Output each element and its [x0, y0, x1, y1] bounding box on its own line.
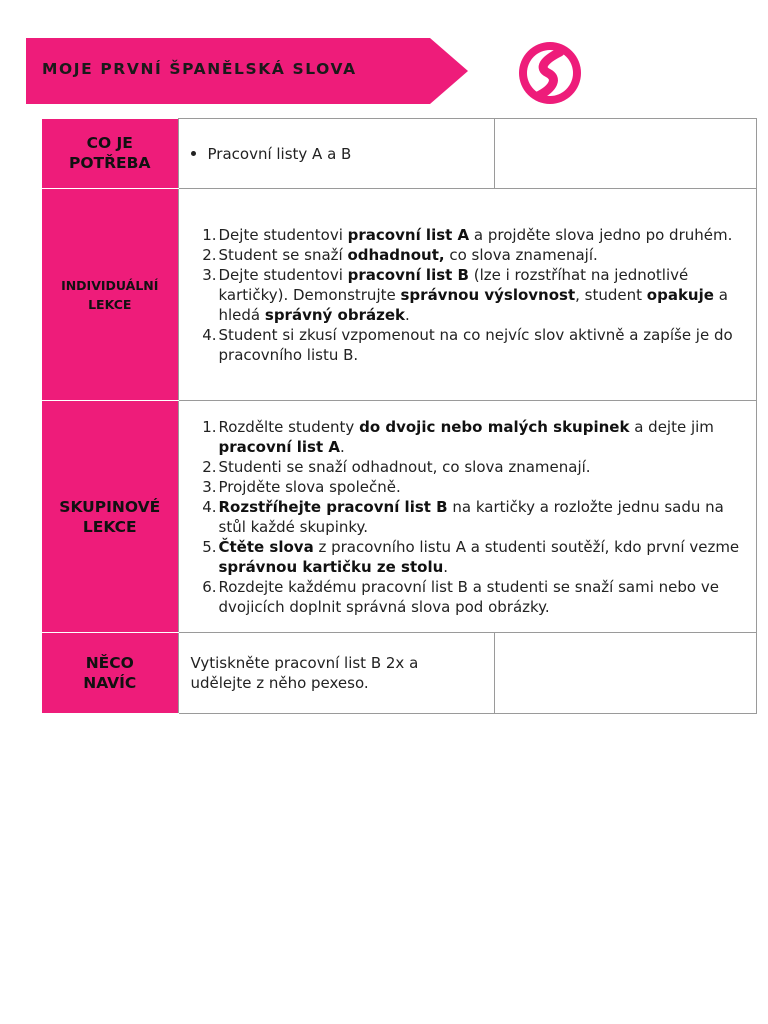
emphasis-text: správný obrázek	[264, 305, 405, 324]
empty-cell	[494, 119, 756, 189]
step-number: 1.	[202, 417, 217, 436]
step-text-part: Dejte studentovi	[218, 225, 348, 244]
emphasis-text: pracovní list A	[347, 225, 470, 244]
step-number: 5.	[202, 537, 217, 556]
emphasis-text: opakuje	[646, 285, 714, 304]
step-item	[179, 477, 748, 497]
table-row	[42, 119, 756, 189]
row-label-requirements	[42, 119, 178, 189]
step-text-part: .	[340, 437, 345, 456]
label-line: CO JE	[86, 134, 133, 153]
step-number: 6.	[202, 577, 217, 596]
emphasis-text: do dvojic nebo malých skupinek	[359, 417, 630, 436]
step-text	[219, 577, 748, 617]
emphasis-text: odhadnout,	[347, 245, 445, 264]
step-text	[219, 457, 748, 477]
bullet-icon	[191, 151, 196, 156]
row-label-individual	[42, 189, 178, 401]
step-text-part: a hledá	[218, 285, 728, 324]
step-text	[219, 477, 748, 497]
group-steps-cell	[178, 401, 756, 633]
step-text	[219, 325, 748, 365]
step-item	[179, 225, 748, 245]
label-line: NĚCO	[85, 654, 134, 672]
step-text-part: Rozdělte studenty	[218, 417, 360, 436]
step-number: 4.	[202, 497, 217, 516]
step-text-part: na kartičky a rozložte jednu sadu na stůl každé skupinky.	[218, 497, 724, 536]
step-text-part: .	[404, 305, 410, 324]
step-text	[219, 497, 748, 537]
label-line: LEKCE	[88, 296, 132, 312]
step-item	[179, 417, 748, 457]
label-line: POTŘEBA	[69, 154, 151, 173]
table-row	[42, 189, 756, 401]
list-item	[179, 144, 494, 164]
emphasis-text: Rozstříhejte pracovní list B	[218, 497, 448, 516]
extra-text: Vytiskněte pracovní list B 2x a udělejte z něho pexeso.	[190, 654, 419, 692]
group-steps-list	[179, 417, 756, 617]
step-text-part: .	[443, 557, 449, 576]
emphasis-text: správnou kartičku ze stolu	[218, 557, 444, 576]
extra-cell	[178, 633, 494, 714]
step-item	[179, 457, 748, 477]
step-text-part: z pracovního listu A a studenti soutěží, kdo první vezme	[313, 537, 740, 556]
step-text-part: Student si zkusí vzpomenout na co nejvíc slov aktivně a zapíše je do pracovního listu B.	[218, 325, 733, 364]
page-title: MOJE PRVNÍ ŠPANĚLSKÁ SLOVA	[42, 60, 357, 78]
requirements-cell	[178, 119, 494, 189]
step-text	[219, 537, 748, 577]
requirements-text: Pracovní listy A a B	[207, 144, 352, 163]
emphasis-text: správnou výslovnost	[400, 285, 576, 304]
emphasis-text: pracovní list A	[218, 437, 340, 456]
table-row	[42, 633, 756, 714]
row-label-extra	[42, 633, 178, 714]
step-item	[179, 537, 748, 577]
lesson-plan-table	[42, 118, 757, 714]
step-text	[219, 265, 748, 325]
step-text-part: , student	[575, 285, 647, 304]
table-row	[42, 401, 756, 633]
individual-steps-cell	[178, 189, 756, 401]
step-number: 1.	[202, 225, 217, 244]
step-text-part: Projděte slova společně.	[218, 477, 401, 496]
step-item	[179, 577, 748, 617]
step-number: 3.	[202, 265, 217, 284]
step-item	[179, 497, 748, 537]
step-item	[179, 245, 748, 265]
step-text-part: Rozdejte každému pracovní list B a studenti se snaží sami nebo ve dvojicích doplnit správná slova pod obrázky.	[218, 577, 719, 616]
row-label-group	[42, 401, 178, 633]
step-text	[219, 417, 748, 457]
emphasis-text: Čtěte slova	[218, 537, 314, 556]
step-item	[179, 325, 748, 365]
logo-icon	[514, 40, 586, 106]
step-text-part: co slova znamenají.	[444, 245, 598, 264]
step-text	[219, 245, 748, 265]
empty-cell	[494, 633, 756, 714]
step-item	[179, 265, 748, 325]
step-text-part: a dejte jim	[629, 417, 714, 436]
step-text-part: Dejte studentovi	[218, 265, 348, 284]
step-number: 2.	[202, 245, 217, 264]
label-line: SKUPINOVÉ	[59, 497, 161, 516]
step-text-part: (lze i rozstříhat na jednotlivé kartičky). Demonstrujte	[218, 265, 689, 304]
step-text-part: Student se snaží	[218, 245, 348, 264]
step-text-part: a projděte slova jedno po druhém.	[469, 225, 733, 244]
step-text	[219, 225, 748, 245]
step-number: 4.	[202, 325, 217, 344]
title-banner	[26, 38, 468, 104]
step-number: 3.	[202, 477, 217, 496]
emphasis-text: pracovní list B	[347, 265, 469, 284]
label-line: INDIVIDUÁLNÍ	[61, 277, 159, 293]
label-line: LEKCE	[82, 517, 137, 536]
label-line: NAVÍC	[83, 674, 137, 692]
step-number: 2.	[202, 457, 217, 476]
individual-steps-list	[179, 225, 756, 365]
step-text-part: Studenti se snaží odhadnout, co slova znamenají.	[218, 457, 591, 476]
